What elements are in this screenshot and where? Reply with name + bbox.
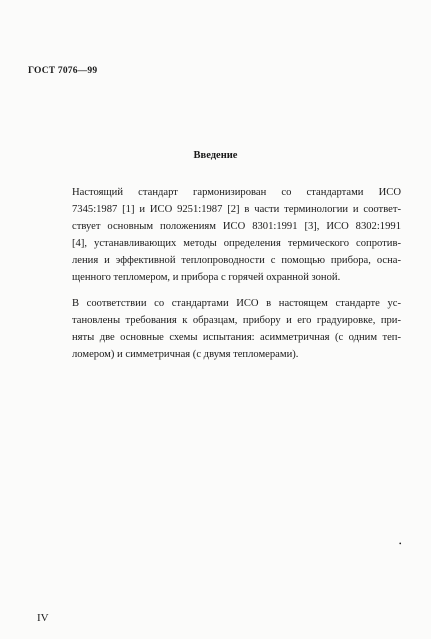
paragraph-line: ления и эффективной теплопроводности с помощью прибора, осна-	[72, 255, 401, 266]
body-text	[58, 184, 401, 372]
paragraph-line: 7345:1987 [1] и ИСО 9251:1987 [2] в части терминологии и соответ-	[72, 204, 401, 215]
paragraph-line: [4], устанавливающих методы определения термического сопротив-	[72, 238, 401, 249]
paragraph-1	[58, 184, 401, 286]
paragraph-line: щенного тепломером, и прибора с горячей охранной зоной.	[72, 272, 341, 283]
paragraph-2	[58, 295, 401, 363]
paragraph-line: В соответствии со стандартами ИСО в настоящем стандарте ус-	[72, 298, 401, 309]
paragraph-line: Настоящий стандарт гармонизирован со стандартами ИСО	[72, 187, 401, 198]
paragraph-line: ломером) и симметричная (с двумя тепломерами).	[72, 349, 299, 360]
document-header: ГОСТ 7076—99	[28, 66, 98, 76]
paragraph-line: ствует основным положениям ИСО 8301:1991 [3], ИСО 8302:1991	[72, 221, 401, 232]
page-number: IV	[37, 612, 49, 624]
paragraph-line: няты две основные схемы испытания: асимметричная (с одним теп-	[72, 332, 401, 343]
scan-mark: •	[399, 540, 402, 548]
section-title: Введение	[193, 150, 238, 161]
paragraph-line: тановлены требования к образцам, прибору и его градуировке, при-	[72, 315, 401, 326]
